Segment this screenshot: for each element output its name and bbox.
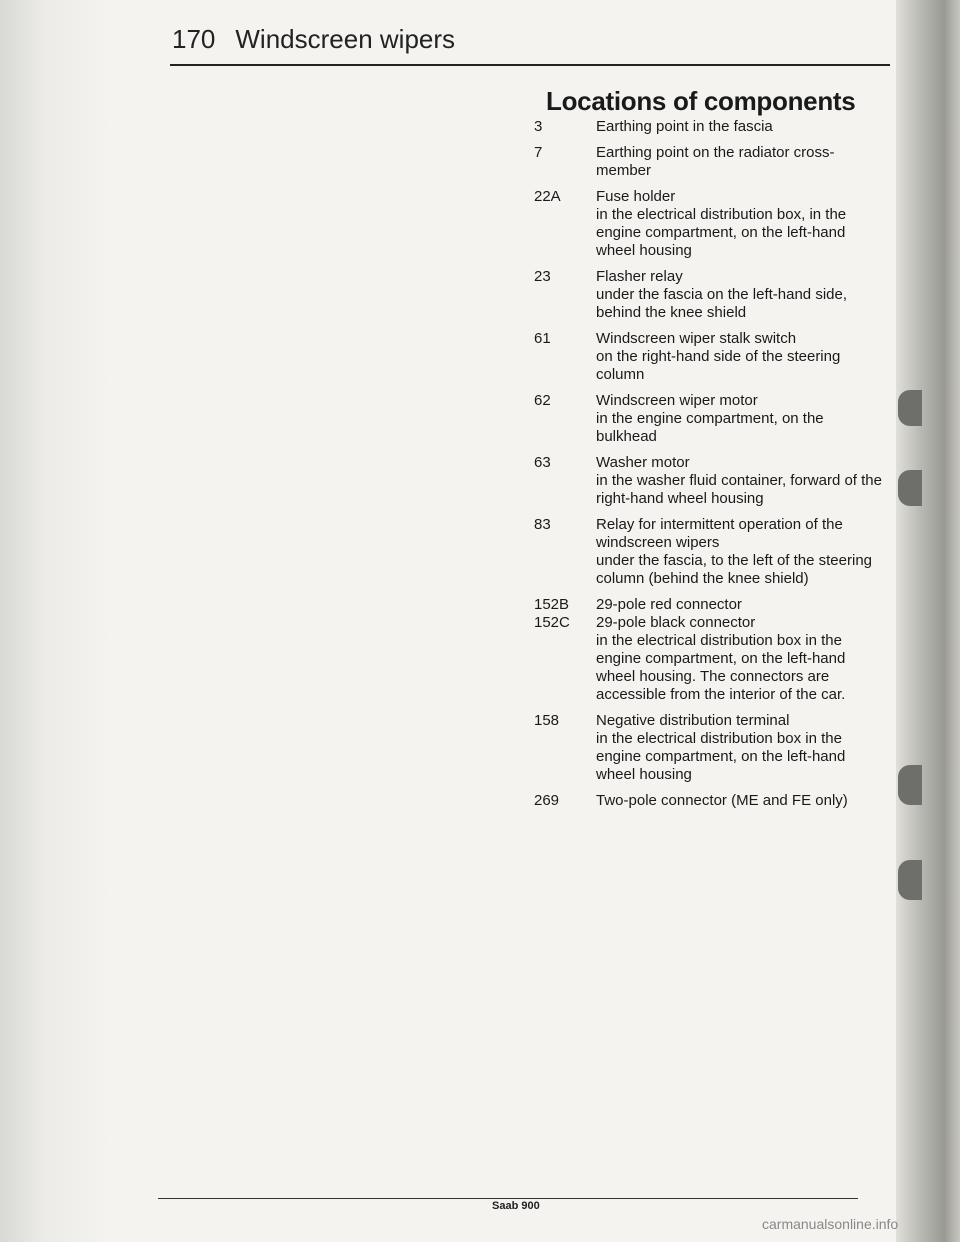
item-name: Earthing point on the radiator cross-member	[596, 144, 835, 179]
item-name: Earthing point in the fascia	[596, 118, 773, 135]
item-number: 61	[534, 330, 551, 347]
page-number: 170	[172, 24, 216, 54]
item-description: on the right-hand side of the steering column	[596, 348, 841, 383]
item-number: 152B 152C	[534, 596, 570, 631]
item-name: Flasher relay	[596, 268, 683, 285]
item-number: 269	[534, 792, 560, 809]
item-name: Negative distribution terminal	[596, 712, 790, 729]
item-description: in the electrical distribution box in the engine compartment, on the left-hand wheel housing	[596, 730, 846, 783]
item-number: 7	[534, 144, 543, 161]
item-name: Fuse holder	[596, 188, 676, 205]
item-name: Relay for intermittent operation of the windscreen wipers	[596, 516, 843, 551]
item-description: under the fascia on the left-hand side, behind the knee shield	[596, 286, 848, 321]
item-description: under the fascia, to the left of the steering column (behind the knee shield)	[596, 552, 873, 587]
list-item	[534, 268, 886, 322]
item-body	[596, 792, 886, 810]
list-item	[534, 454, 886, 508]
list-item	[534, 596, 886, 704]
item-number: 22A	[534, 188, 561, 205]
thumb-tab	[898, 470, 922, 506]
item-name: Windscreen wiper stalk switch	[596, 330, 797, 347]
binding-shadow	[0, 0, 110, 1242]
component-list	[534, 118, 886, 810]
section-title: Locations of components	[546, 86, 856, 116]
watermark: carmanualsonline.info	[762, 1216, 899, 1232]
thumb-tab	[898, 860, 922, 900]
page-header	[172, 24, 455, 55]
list-item	[534, 712, 886, 784]
item-body	[596, 330, 886, 384]
item-body	[596, 188, 886, 260]
item-body	[596, 118, 886, 136]
thumb-tab	[898, 390, 922, 426]
item-body	[596, 268, 886, 322]
item-number: 63	[534, 454, 551, 471]
list-item	[534, 118, 886, 136]
header-rule	[170, 64, 890, 66]
item-body	[596, 144, 886, 180]
list-item	[534, 516, 886, 588]
item-number: 158	[534, 712, 560, 729]
item-number: 62	[534, 392, 551, 409]
footer-model: Saab 900	[492, 1200, 540, 1212]
item-description: 29-pole black connector in the electrical distribution box in the engine compartment, on the left-hand wheel housing. The connectors are accessible from the interior of the car.	[596, 614, 846, 703]
thumb-tab	[898, 765, 922, 805]
item-description: in the washer fluid container, forward of the right-hand wheel housing	[596, 472, 882, 507]
item-name: Windscreen wiper motor	[596, 392, 758, 409]
item-body	[596, 392, 886, 446]
page-edge	[896, 0, 960, 1242]
list-item	[534, 188, 886, 260]
list-item	[534, 330, 886, 384]
footer-rule	[158, 1198, 858, 1199]
item-name: Two-pole connector (ME and FE only)	[596, 792, 848, 809]
list-item	[534, 792, 886, 810]
item-number: 23	[534, 268, 551, 285]
item-description: in the engine compartment, on the bulkhead	[596, 410, 824, 445]
item-name: 29-pole red connector	[596, 596, 742, 613]
item-body	[596, 516, 886, 588]
item-body	[596, 712, 886, 784]
item-name: Washer motor	[596, 454, 690, 471]
item-body	[596, 454, 886, 508]
item-description: in the electrical distribution box, in the engine compartment, on the left-hand wheel housing	[596, 206, 847, 259]
item-number: 3	[534, 118, 543, 135]
list-item	[534, 392, 886, 446]
item-number: 83	[534, 516, 551, 533]
item-body	[596, 596, 886, 704]
list-item	[534, 144, 886, 180]
chapter-title: Windscreen wipers	[235, 24, 456, 54]
